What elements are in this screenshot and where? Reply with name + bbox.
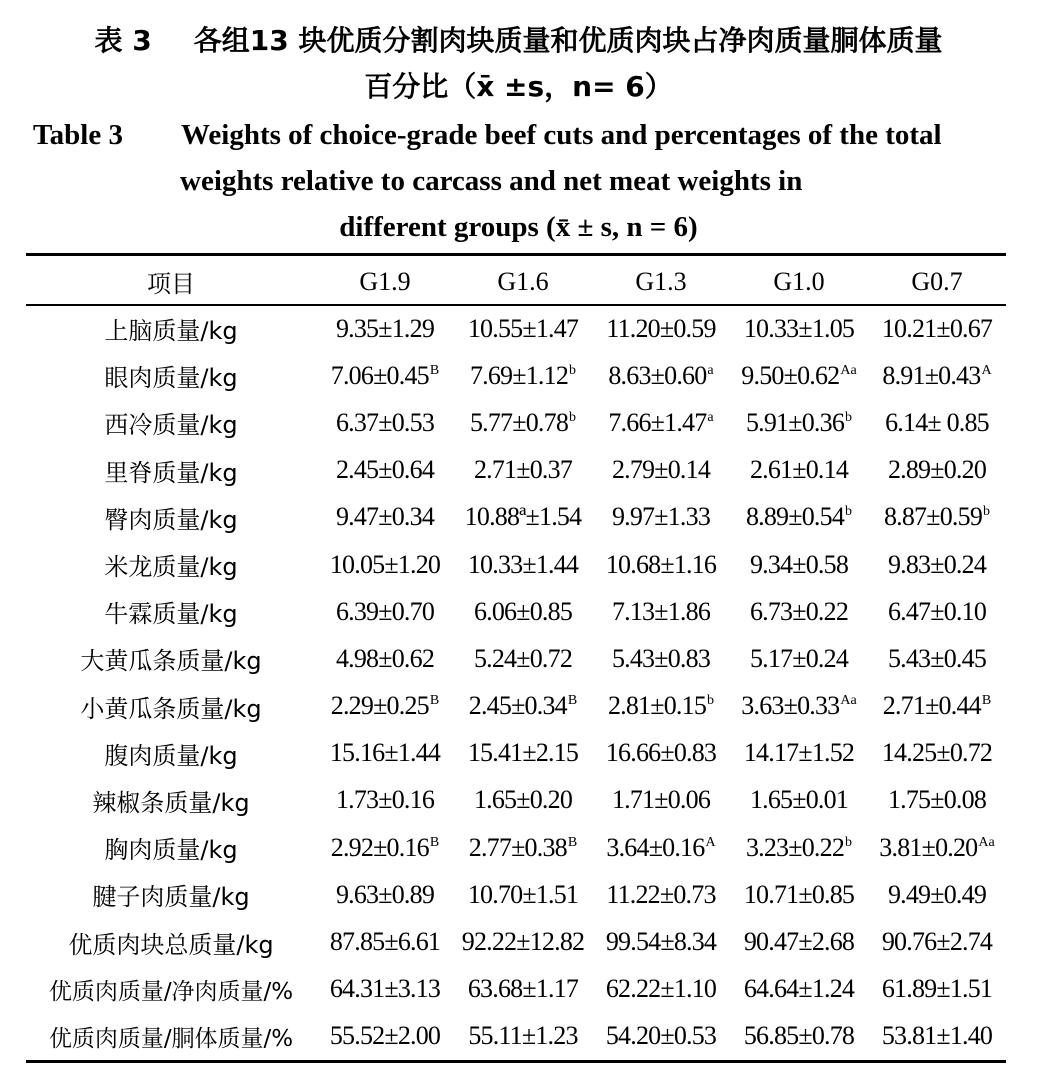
table-cell [316,824,454,871]
table-cell [454,541,592,588]
table-cell [316,541,454,588]
cell-value: 5.43±0.45 [887,643,987,673]
cell-value: 2.61±0.14 [749,455,849,485]
table-cell [868,824,1006,871]
cell-value: 10.33±1.05 [743,313,855,343]
table-cell [730,730,868,777]
row-label: 辣椒条质量/kg [92,788,250,817]
cell-value: 62.22±1.10 [605,974,717,1004]
table-cell [592,399,730,446]
header-g1-6: G1.6 [497,266,549,296]
table-cell [592,777,730,824]
table-title-chinese [0,18,1037,110]
table-cell [454,824,592,871]
cell-value: 63.68±1.17 [467,974,579,1004]
row-label: 胸肉质量/kg [104,836,238,865]
row-label: 西冷质量/kg [104,411,238,440]
row-label: 眼肉质量/kg [104,364,238,393]
cell-value: 9.83±0.24 [887,549,987,579]
cell-value: 4.98±0.62 [335,643,435,673]
significance-marker: b [983,504,991,520]
significance-marker: b [845,504,853,520]
significance-marker: b [569,362,577,378]
cell-value: 54.20±0.53 [605,1021,717,1051]
significance-marker: B [981,693,992,709]
cell-value: 7.06±0.45 [330,360,429,390]
table-row [26,541,1006,588]
cell-value: 14.17±1.52 [743,738,855,768]
cell-value: 5.43±0.83 [611,643,711,673]
row-label: 米龙质量/kg [104,553,238,582]
cell-value: 8.89±0.54 [745,502,845,532]
significance-marker: A [981,362,992,378]
cell-value: 2.89±0.20 [887,455,987,485]
table-cell [868,966,1006,1013]
cell-value: 55.11±1.23 [468,1021,578,1051]
cell-value: 3.81±0.20 [879,832,978,862]
cell-value: 9.35±1.29 [335,313,435,343]
table-cell [316,918,454,965]
table-cell [454,730,592,777]
table-cell [316,399,454,446]
row-label: 里脊质量/kg [104,458,238,487]
cell-value: 9.97±1.33 [611,502,711,532]
row-label: 腹肉质量/kg [104,741,238,770]
significance-marker: b [845,409,853,425]
cell-value: 2.92±0.16 [330,832,429,862]
header-g0-7: G0.7 [911,266,963,296]
row-label: 优质肉质量/净肉质量/% [48,978,294,1005]
table-cell [868,352,1006,399]
row-label: 大黄瓜条质量/kg [80,647,262,676]
table-cell [316,305,454,352]
row-label: 优质肉块总质量/kg [68,930,274,959]
cell-value: 11.20±0.59 [606,313,716,343]
cell-value: 6.37±0.53 [335,407,435,437]
cell-value: 6.14± 0.85 [885,407,989,437]
table-cell [868,730,1006,777]
row-label: 优质肉质量/胴体质量/% [48,1025,294,1052]
table-top-rule [26,253,1006,256]
significance-marker: B [429,834,440,850]
cell-value: 1.73±0.16 [335,785,435,815]
significance-marker: B [429,693,440,709]
table-cell [316,352,454,399]
table-cell [454,683,592,730]
table-cell [730,447,868,494]
table-cell [454,588,592,635]
table-cell [868,635,1006,682]
cell-value: 9.63±0.89 [335,879,435,909]
cell-value: 7.66±1.47 [608,407,707,437]
significance-marker: a [707,409,714,425]
table-row [26,918,1006,965]
table-cell [592,918,730,965]
table-row [26,683,1006,730]
significance-marker: B [567,693,578,709]
table-cell [316,447,454,494]
table-number-cn: 表 3 [94,24,152,57]
table-cell [868,305,1006,352]
cell-value: 1.65±0.01 [749,785,849,815]
cell-value: 7.13±1.86 [611,596,711,626]
table-cell [454,635,592,682]
table-cell [316,730,454,777]
row-label: 上脑质量/kg [104,317,238,346]
cell-value: 99.54±8.34 [605,927,717,957]
table-cell [454,305,592,352]
table-cell [730,494,868,541]
cell-value: 2.71±0.44 [882,691,981,721]
table-cell [316,1013,454,1060]
cell-value: 8.63±0.60 [608,360,707,390]
table-cell [868,447,1006,494]
table-cell [730,683,868,730]
table-cell [730,588,868,635]
cell-value: 2.45±0.34 [468,691,567,721]
table-cell [868,777,1006,824]
table-row [26,447,1006,494]
table-row [26,777,1006,824]
significance-marker: B [567,834,578,850]
table-cell [592,352,730,399]
table-cell [868,1013,1006,1060]
table-cell [730,305,868,352]
cell-value: 10.88ª±1.54 [464,502,582,532]
table-cell [730,1013,868,1060]
table-cell [730,966,868,1013]
cell-value: 2.77±0.38 [468,832,567,862]
table-cell [868,494,1006,541]
cell-value: 5.24±0.72 [473,643,573,673]
cell-value: 3.64±0.16 [606,832,705,862]
table-cell [316,635,454,682]
row-label: 腱子肉质量/kg [92,883,250,912]
table-body [26,305,1006,1060]
cell-value: 9.50±0.62 [741,360,840,390]
table-cell [454,494,592,541]
cell-value: 10.21±0.67 [881,313,993,343]
title-cn-text-1: 各组13 块优质分割肉块质量和优质肉块占净肉质量胴体质量 [193,24,943,57]
cell-value: 9.49±0.49 [887,879,987,909]
table-row [26,588,1006,635]
cell-value: 14.25±0.72 [881,738,993,768]
row-label: 牛霖质量/kg [104,600,238,629]
header-g1-9: G1.9 [359,266,411,296]
cell-value: 5.91±0.36 [745,407,845,437]
table-cell [592,635,730,682]
cell-value: 6.06±0.85 [473,596,573,626]
table-cell [316,966,454,1013]
cell-value: 15.16±1.44 [329,738,441,768]
cell-value: 92.22±12.82 [461,927,585,957]
significance-marker: A [705,834,716,850]
cell-value: 9.34±0.58 [749,549,849,579]
table-cell [316,683,454,730]
title-en-line-1 [0,112,1037,158]
data-table [26,258,1006,1060]
cell-value: 2.45±0.64 [335,455,435,485]
table-cell [454,1013,592,1060]
table-cell [868,871,1006,918]
cell-value: 3.63±0.33 [741,691,840,721]
table-cell [730,777,868,824]
table-cell [316,777,454,824]
table-cell [592,966,730,1013]
significance-marker: b [845,834,853,850]
table-cell [730,635,868,682]
title-en-line-3: different groups (x̄ ± s, n = 6) [339,211,698,243]
table-row [26,1013,1006,1060]
table-cell [592,447,730,494]
title-cn-line-1 [0,18,1037,64]
table-cell [730,541,868,588]
header-g1-0: G1.0 [773,266,825,296]
cell-value: 2.29±0.25 [330,691,429,721]
table-cell [592,305,730,352]
table-row [26,399,1006,446]
table-cell [316,494,454,541]
cell-value: 6.73±0.22 [749,596,849,626]
table-row [26,730,1006,777]
header-item: 项目 [147,270,195,298]
table-cell [454,966,592,1013]
table-number-en: Table 3 [33,119,123,151]
significance-marker: B [429,362,440,378]
cell-value: 2.71±0.37 [473,455,573,485]
significance-marker: Aa [840,693,857,709]
table-cell [592,683,730,730]
cell-value: 2.81±0.15 [607,691,707,721]
title-en-text-1: Weights of choice-grade beef cuts and percentages of the total [181,119,942,151]
table-row [26,966,1006,1013]
table-cell [730,352,868,399]
table-cell [730,824,868,871]
cell-value: 10.55±1.47 [467,313,579,343]
table-row [26,824,1006,871]
cell-value: 55.52±2.00 [329,1021,441,1051]
cell-value: 90.47±2.68 [743,927,855,957]
table-cell [454,777,592,824]
cell-value: 10.33±1.44 [467,549,579,579]
table-cell [592,824,730,871]
cell-value: 9.47±0.34 [335,502,435,532]
table-cell [454,399,592,446]
table-cell [592,871,730,918]
cell-value: 3.23±0.22 [745,832,845,862]
cell-value: 2.79±0.14 [611,455,711,485]
table-cell [868,541,1006,588]
significance-marker: b [569,409,577,425]
table-cell [730,918,868,965]
table-cell [454,352,592,399]
table-cell [592,588,730,635]
table-cell [592,1013,730,1060]
cell-value: 87.85±6.61 [329,927,441,957]
significance-marker: Aa [840,362,857,378]
table-header-row [26,258,1006,305]
table-cell [316,588,454,635]
cell-value: 10.68±1.16 [605,549,717,579]
cell-value: 15.41±2.15 [467,738,579,768]
table-row [26,352,1006,399]
table-cell [592,730,730,777]
table-cell [454,918,592,965]
table-bottom-rule [26,1060,1006,1063]
cell-value: 10.05±1.20 [329,549,441,579]
cell-value: 10.71±0.85 [743,879,855,909]
cell-value: 64.64±1.24 [743,974,855,1004]
significance-marker: b [707,693,715,709]
table-cell [868,683,1006,730]
significance-marker: a [707,362,714,378]
cell-value: 1.71±0.06 [611,785,711,815]
cell-value: 5.17±0.24 [749,643,849,673]
cell-value: 16.66±0.83 [605,738,717,768]
table-row [26,871,1006,918]
row-label: 小黄瓜条质量/kg [80,694,262,723]
title-en-line-2: weights relative to carcass and net meat weights in [180,165,803,197]
cell-value: 56.85±0.78 [743,1021,855,1051]
significance-marker: Aa [978,834,995,850]
table-row [26,635,1006,682]
table-cell [454,447,592,494]
cell-value: 8.87±0.59 [883,502,983,532]
cell-value: 11.22±0.73 [606,879,716,909]
cell-value: 10.70±1.51 [467,879,579,909]
table-cell [454,871,592,918]
cell-value: 90.76±2.74 [881,927,993,957]
table-cell [868,918,1006,965]
table-cell [316,871,454,918]
table-cell [868,399,1006,446]
table-title-english [0,112,1037,250]
cell-value: 8.91±0.43 [882,360,981,390]
table-cell [868,588,1006,635]
cell-value: 6.47±0.10 [887,596,987,626]
table-cell [592,494,730,541]
table-row [26,305,1006,352]
cell-value: 53.81±1.40 [881,1021,993,1051]
table-cell [730,871,868,918]
table-cell [730,399,868,446]
header-g1-3: G1.3 [635,266,687,296]
cell-value: 1.65±0.20 [473,785,573,815]
table-row [26,494,1006,541]
cell-value: 5.77±0.78 [469,407,569,437]
cell-value: 64.31±3.13 [329,974,441,1004]
table-cell [592,541,730,588]
cell-value: 1.75±0.08 [887,785,987,815]
cell-value: 6.39±0.70 [335,596,435,626]
cell-value: 7.69±1.12 [469,360,569,390]
row-label: 臀肉质量/kg [104,505,238,534]
cell-value: 61.89±1.51 [881,974,993,1004]
title-cn-line-2: 百分比（x̄ ±s，n= 6） [364,70,673,103]
